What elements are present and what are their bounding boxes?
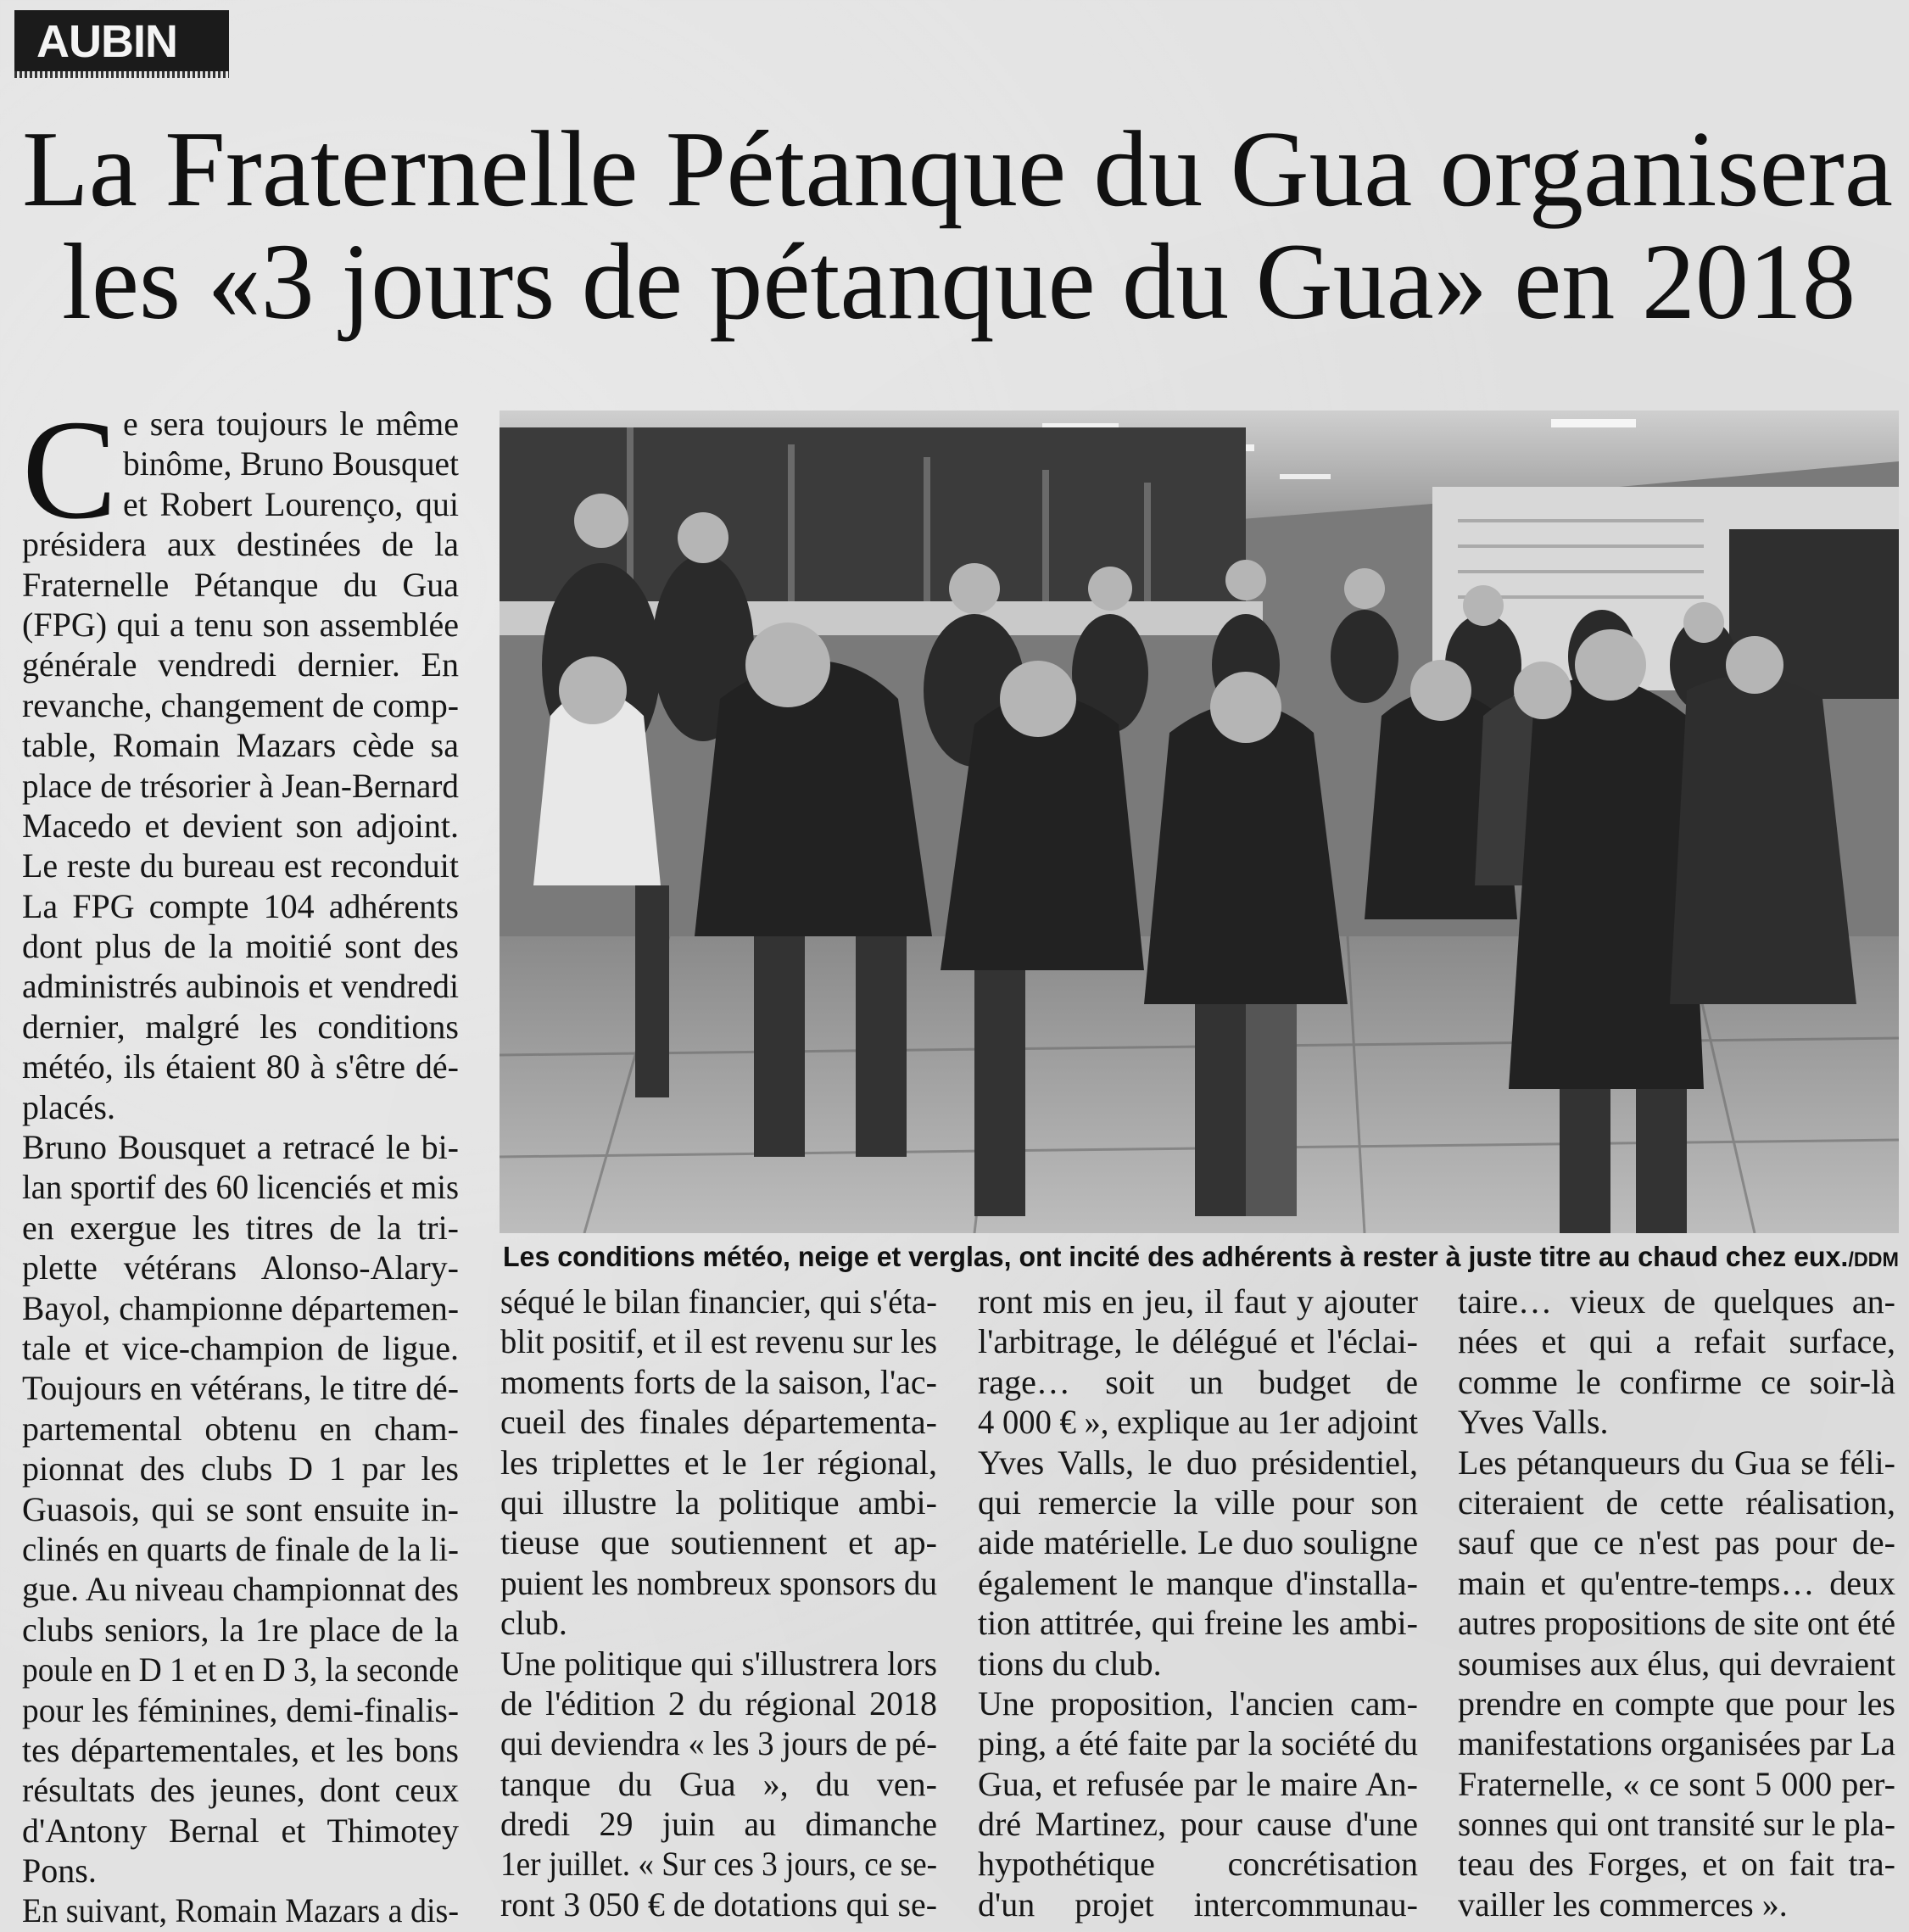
- article-line-text: Bruno Bousquet a retracé le bi-: [22, 1128, 459, 1167]
- article-line: [500, 1764, 937, 1804]
- article-line-text: citeraient de cette réalisation,: [1458, 1483, 1895, 1522]
- article-line: [1458, 1362, 1895, 1402]
- headline-line-1: [22, 109, 1893, 229]
- article-line-text: Fraternelle Pétanque du Gua: [22, 565, 459, 604]
- article-line-text: pionnat des clubs D 1 par les: [22, 1449, 459, 1488]
- article-line: [22, 1368, 459, 1408]
- article-line-text: comme le confirme ce soir-là: [1458, 1362, 1895, 1401]
- article-line-text: Une proposition, l'ancien cam-: [978, 1684, 1418, 1723]
- article-line: [978, 1684, 1418, 1723]
- article-line: [22, 1851, 459, 1890]
- article-line-text: sauf que ce n'est pas pour de-: [1458, 1523, 1895, 1562]
- article-line-text: ront mis en jeu, il faut y ajouter: [978, 1282, 1418, 1321]
- article-line-text: Pons.: [22, 1851, 97, 1890]
- article-line: [500, 1321, 937, 1361]
- article-line: [978, 1563, 1418, 1603]
- article-line: [978, 1402, 1418, 1442]
- article-line-text: clubs seniors, la 1re place de la: [22, 1610, 459, 1649]
- article-line: [978, 1522, 1418, 1562]
- article-line: [1458, 1684, 1895, 1723]
- article-line-text: En suivant, Romain Mazars a dis-: [22, 1891, 459, 1930]
- article-line: [978, 1885, 1418, 1924]
- article-line: [22, 1007, 459, 1047]
- article-line-text: prendre en compte que pour les: [1458, 1684, 1895, 1723]
- article-line-text: blit positif, et il est revenu sur les: [500, 1322, 937, 1361]
- article-line-text: Une politique qui s'illustrera lors: [500, 1644, 937, 1683]
- article-line-text: revanche, changement de comp-: [22, 685, 459, 724]
- article-line-text: lan sportif des 60 licenciés et mis: [22, 1168, 459, 1207]
- article-line-text: aide matérielle. Le duo souligne: [978, 1523, 1418, 1562]
- article-line-text: La FPG compte 104 adhérents: [22, 886, 459, 925]
- article-line-text: teau des Forges, et on fait tra-: [1458, 1845, 1895, 1884]
- meeting-audience-photo: [500, 410, 1899, 1233]
- article-line-text: tions du club.: [978, 1644, 1162, 1683]
- article-line-text: vailler les commerces ».: [1458, 1885, 1788, 1924]
- article-line-text: de l'édition 2 du régional 2018: [500, 1684, 937, 1723]
- article-line-text: administrés aubinois et vendredi: [22, 967, 459, 1006]
- article-line-text: qui illustre la politique ambi-: [500, 1483, 937, 1522]
- article-line: [22, 846, 459, 885]
- article-line: [22, 484, 459, 524]
- article-line: [22, 1529, 459, 1569]
- article-line: [1458, 1844, 1895, 1884]
- article-line: [500, 1804, 937, 1844]
- article-line-text: dré Martinez, pour cause d'une: [978, 1805, 1418, 1844]
- article-line: [22, 605, 459, 645]
- article-line: [1458, 1402, 1895, 1442]
- article-line-text: d'Antony Bernal et Thimotey: [22, 1811, 459, 1850]
- article-line: [22, 1449, 459, 1488]
- article-line: [1458, 1522, 1895, 1562]
- article-line-text: partemental obtenu en cham-: [22, 1409, 459, 1448]
- article-line: [978, 1362, 1418, 1402]
- article-line-text: puient les nombreux sponsors du: [500, 1563, 937, 1602]
- article-photo: [500, 410, 1899, 1233]
- article-line-text: soumises aux élus, qui devraient: [1458, 1644, 1895, 1683]
- article-line: [978, 1644, 1418, 1684]
- article-line-text: l'arbitrage, le délégué et l'éclai-: [978, 1322, 1418, 1361]
- article-line-text: hypothétique concrétisation: [978, 1845, 1418, 1884]
- article-line-text: Yves Valls.: [1458, 1403, 1609, 1442]
- article-line-text: taire… vieux de quelques an-: [1458, 1282, 1895, 1321]
- article-line-text: placés.: [22, 1087, 115, 1126]
- article-line: [22, 1208, 459, 1248]
- article-line: [22, 1409, 459, 1449]
- article-line-text: ping, a été faite par la société du: [978, 1724, 1418, 1763]
- article-line: [1458, 1321, 1895, 1361]
- article-line-text: place de trésorier à Jean-Bernard: [22, 766, 459, 805]
- article-line: [22, 1167, 459, 1207]
- article-line: [22, 1288, 459, 1328]
- article-line-text: météo, ils étaient 80 à s'être dé-: [22, 1047, 459, 1086]
- article-column-4: [1458, 1281, 1895, 1924]
- article-line-text: pour les féminines, demi-finalis-: [22, 1690, 459, 1729]
- article-line: [22, 1770, 459, 1810]
- article-line: [22, 645, 459, 684]
- article-line-text: tanque du Gua », du ven-: [500, 1764, 937, 1803]
- article-line: [500, 1644, 937, 1684]
- article-line-text: sonnes qui ont transité sur le pla-: [1458, 1805, 1895, 1844]
- article-line-text: 4 000 € », explique au 1er adjoint: [978, 1403, 1418, 1442]
- article-line-text: poule en D 1 et en D 3, la seconde: [22, 1650, 459, 1689]
- article-line: [22, 1730, 459, 1770]
- article-line-text: Fraternelle, « ce sont 5 000 per-: [1458, 1764, 1895, 1803]
- article-line-text: en exergue les titres de la tri-: [22, 1208, 459, 1247]
- article-line: [1458, 1804, 1895, 1844]
- article-line: [978, 1321, 1418, 1361]
- article-line: [22, 1328, 459, 1368]
- article-line-text: résultats des jeunes, dont ceux: [22, 1771, 459, 1810]
- article-line-text: main et qu'entre-temps… deux: [1458, 1563, 1895, 1602]
- article-line-text: d'un projet intercommunau-: [978, 1885, 1418, 1924]
- article-line: [22, 1248, 459, 1287]
- article-line: [22, 886, 459, 926]
- headline-text: les «3 jours de pétanque du Gua» en 2018: [62, 221, 1856, 342]
- photo-caption-text: Les conditions météo, neige et verglas, ont incité des adhérents à rester à juste titre au chaud chez eux.: [503, 1241, 1849, 1272]
- article-line-text: cueil des finales départementa-: [500, 1403, 937, 1442]
- article-line: [1458, 1723, 1895, 1763]
- article-line: [22, 926, 459, 966]
- article-line-text: également le manque d'installa-: [978, 1563, 1418, 1602]
- article-line-text: table, Romain Mazars cède sa: [22, 726, 459, 765]
- article-line: [22, 1690, 459, 1730]
- article-line: [500, 1281, 937, 1321]
- article-line: [500, 1443, 937, 1483]
- article-line-text: Guasois, qui se sont ensuite in-: [22, 1489, 459, 1528]
- article-line: [500, 1684, 937, 1723]
- article-line-text: tion attitrée, qui freine les ambi-: [978, 1604, 1418, 1643]
- article-line: [1458, 1885, 1895, 1924]
- section-label-text: AUBIN: [36, 16, 177, 67]
- article-line-text: et Robert Lourenço, qui: [123, 484, 459, 523]
- article-line: [22, 685, 459, 725]
- article-line: [1458, 1443, 1895, 1483]
- article-line-text: club.: [500, 1604, 567, 1643]
- article-column-3: [978, 1281, 1418, 1924]
- article-line-text: tes départementales, et les bons: [22, 1730, 459, 1769]
- article-line: [978, 1281, 1418, 1321]
- article-line: [22, 565, 459, 605]
- article-line-text: ront 3 050 € de dotations qui se-: [500, 1885, 937, 1924]
- section-label: [14, 10, 229, 71]
- section-label-rule: [14, 71, 229, 78]
- article-line-text: moments forts de la saison, l'ac-: [500, 1362, 937, 1401]
- article-line: [1458, 1563, 1895, 1603]
- article-line: [22, 966, 459, 1006]
- article-line-text: Le reste du bureau est reconduit: [22, 846, 459, 885]
- article-line: [500, 1483, 937, 1522]
- article-line: [22, 444, 459, 483]
- article-line-text: rage… soit un budget de: [978, 1362, 1418, 1401]
- article-line-text: Yves Valls, le duo présidentiel,: [978, 1443, 1418, 1482]
- article-line-text: manifestations organisées par La: [1458, 1724, 1895, 1763]
- article-line: [500, 1603, 937, 1643]
- article-line: [22, 1890, 459, 1930]
- article-line: [500, 1522, 937, 1562]
- headline-line-2: [62, 221, 1883, 342]
- article-column-1: [22, 404, 459, 1931]
- article-line: [500, 1885, 937, 1924]
- article-line: [978, 1443, 1418, 1483]
- article-line-text: les triplettes et le 1er régional,: [500, 1443, 937, 1482]
- article-line-text: plette vétérans Alonso-Alary-: [22, 1248, 459, 1287]
- article-line: [22, 766, 459, 806]
- photo-credit: /DDM: [1848, 1248, 1899, 1271]
- article-line: [978, 1804, 1418, 1844]
- article-line-text: dredi 29 juin au dimanche: [500, 1805, 937, 1844]
- article-line: [22, 1087, 459, 1127]
- article-line: [22, 725, 459, 765]
- article-line-text: tale et vice-champion de ligue.: [22, 1328, 459, 1367]
- article-line-text: qui deviendra « les 3 jours de pé-: [500, 1724, 937, 1763]
- drop-cap: C: [22, 391, 118, 549]
- article-line: [978, 1483, 1418, 1522]
- article-column-2: [500, 1281, 937, 1924]
- article-line: [1458, 1603, 1895, 1643]
- article-line-text: binôme, Bruno Bousquet: [123, 444, 459, 483]
- article-line: [22, 1047, 459, 1086]
- article-line: [1458, 1644, 1895, 1684]
- article-line-text: Les pétanqueurs du Gua se féli-: [1458, 1443, 1895, 1482]
- article-line-text: autres propositions de site ont été: [1458, 1604, 1895, 1643]
- article-line: [22, 1569, 459, 1609]
- article-line-text: Macedo et devient son adjoint.: [22, 806, 459, 845]
- article-line: [22, 1127, 459, 1167]
- article-line-text: (FPG) qui a tenu son assemblée: [22, 605, 459, 644]
- article-line-text: générale vendredi dernier. En: [22, 645, 459, 684]
- article-line: [22, 404, 459, 444]
- article-line: [978, 1844, 1418, 1884]
- photo-caption: [503, 1240, 1899, 1277]
- article-line-text: dont plus de la moitié sont des: [22, 927, 459, 966]
- article-line-text: 1er juillet. « Sur ces 3 jours, ce se-: [500, 1845, 937, 1884]
- article-line: [500, 1402, 937, 1442]
- headline-text: La Fraternelle Pétanque du Gua organisera: [22, 109, 1893, 229]
- article-line-text: dernier, malgré les conditions: [22, 1007, 459, 1046]
- article-line-text: gue. Au niveau championnat des: [22, 1570, 459, 1609]
- article-line-text: clinés en quarts de finale de la li-: [22, 1529, 459, 1568]
- article-line: [22, 1489, 459, 1529]
- article-line: [978, 1603, 1418, 1643]
- article-line: [978, 1764, 1418, 1804]
- article-line-text: séqué le bilan financier, qui s'éta-: [500, 1282, 937, 1321]
- article-line: [1458, 1281, 1895, 1321]
- article-line: [22, 1650, 459, 1689]
- article-line: [22, 1811, 459, 1851]
- article-line-text: Toujours en vétérans, le titre dé-: [22, 1369, 459, 1408]
- article-line-text: Gua, et refusée par le maire An-: [978, 1764, 1418, 1803]
- article-line-text: e sera toujours le même: [123, 405, 459, 443]
- article-line: [22, 806, 459, 846]
- article-line: [500, 1844, 937, 1884]
- article-line: [1458, 1483, 1895, 1522]
- article-line-text: présidera aux destinées de la: [22, 525, 459, 564]
- article-line: [978, 1723, 1418, 1763]
- article-line: [22, 524, 459, 564]
- article-line-text: tieuse que soutiennent et ap-: [500, 1523, 937, 1562]
- article-line: [500, 1362, 937, 1402]
- article-line-text: Bayol, championne départemen-: [22, 1288, 459, 1327]
- article-line: [22, 1610, 459, 1650]
- article-line-text: nées et qui a refait surface,: [1458, 1322, 1895, 1361]
- article-line: [500, 1723, 937, 1763]
- article-line: [1458, 1764, 1895, 1804]
- article-line-text: qui remercie la ville pour son: [978, 1483, 1418, 1522]
- article-line: [500, 1563, 937, 1603]
